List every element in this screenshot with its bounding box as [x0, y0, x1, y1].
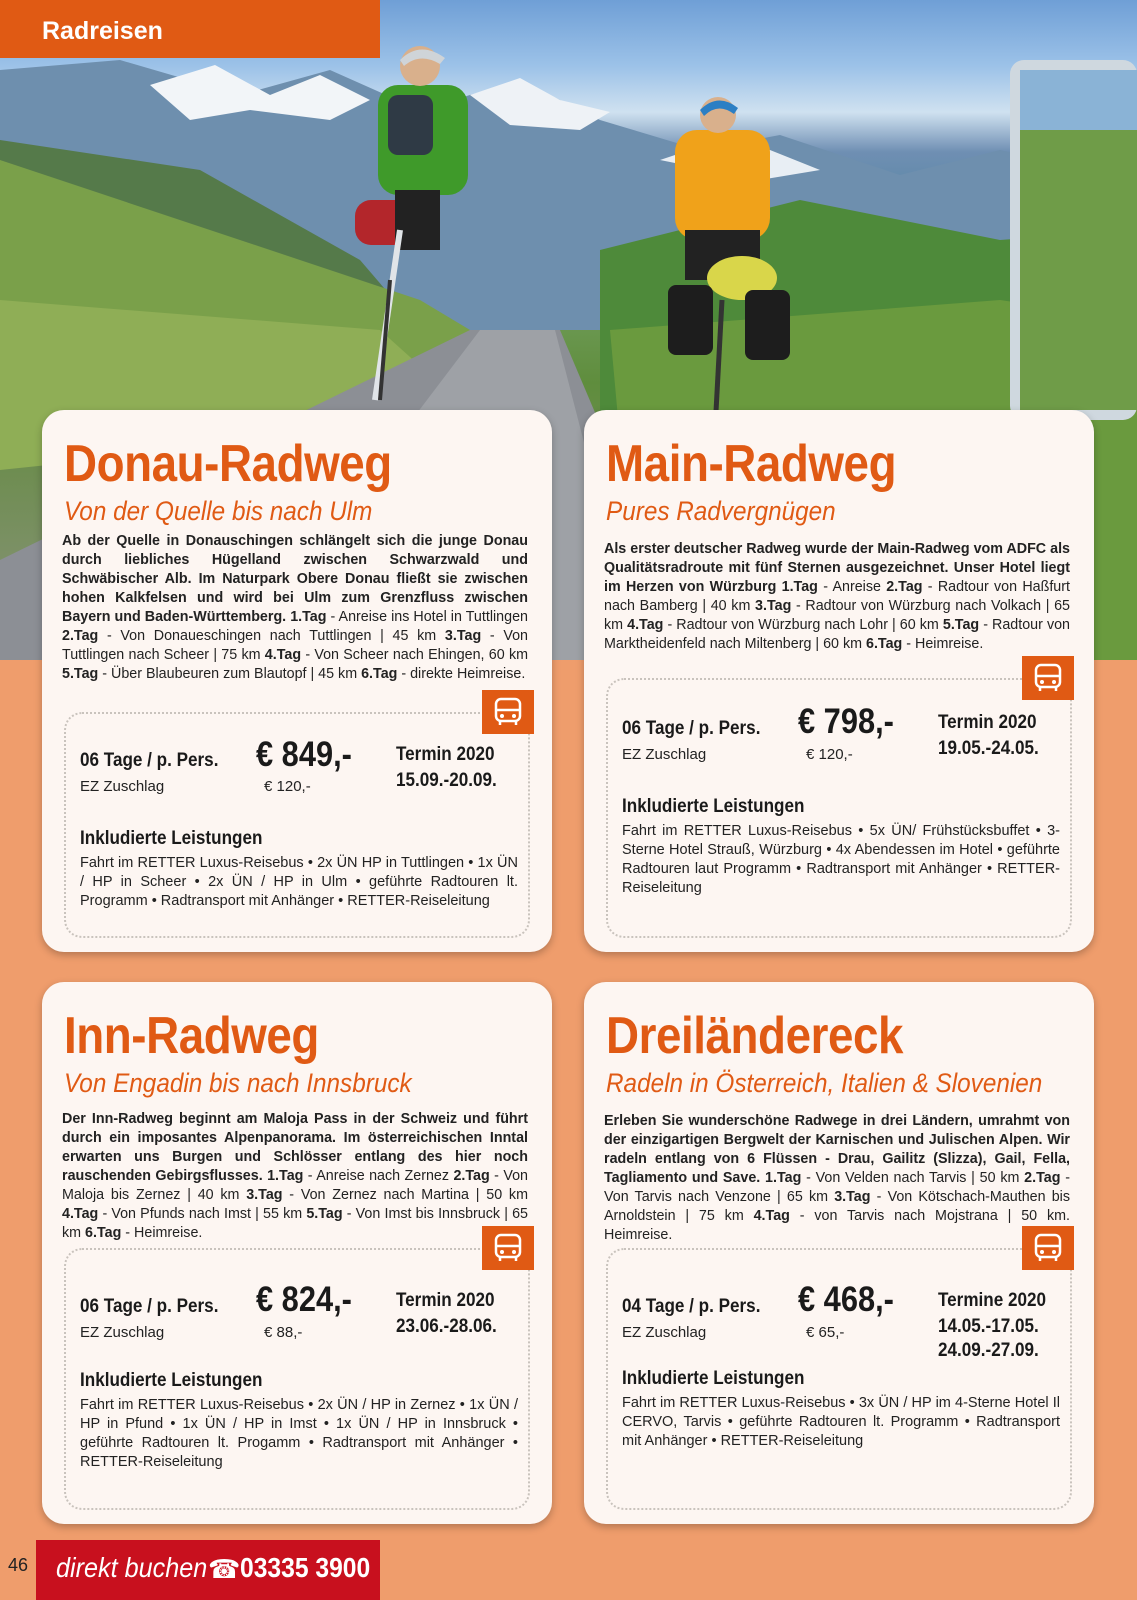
termin-label: Termine 2020 [938, 1290, 1047, 1311]
bus-icon [482, 1226, 534, 1270]
tour-card-dreilaendereck [584, 982, 1094, 1524]
tour-subtitle: Von der Quelle bis nach Ulm [64, 496, 373, 526]
termin-label: Termin 2020 [938, 712, 1037, 733]
tour-title: Main-Radweg [606, 435, 897, 493]
tour-title: Donau-Radweg [64, 435, 392, 493]
tour-description: Erleben Sie wunderschöne Radwege in drei Ländern, umrahmt von der einzigartigen Bergwelt der Karnischen und Julischen Alpen. Wir radeln entlang von 6 Flüssen - Drau, Gailitz (Slizza), Gail, Fella, Tagliamento und Save. 1.Tag - Von Velden nach Tarvis | 50 km 2.Tag - Von Tarvis nach Venzone | 65 km 3.Tag - Von Kötschach-Mauthen bis Arnoldstein | 75 km 4.Tag - von Tarvis nach Mojstrana | 50 km. Heimreise. [604, 1113, 1070, 1243]
phone-number: 03335 3900 [240, 1552, 371, 1583]
bus-icon [1022, 1226, 1074, 1270]
price: € 468,- [798, 1280, 894, 1319]
ez-label: EZ Zuschlag [622, 1324, 707, 1341]
included-title: Inkludierte Leistungen [622, 796, 805, 817]
tour-title: Inn-Radweg [64, 1007, 319, 1065]
booking-banner[interactable] [36, 1540, 380, 1600]
ez-price: € 120,- [264, 778, 311, 795]
tour-card-inn [42, 982, 552, 1524]
tour-description: Der Inn-Radweg beginnt am Maloja Pass in der Schweiz und führt durch ein imposantes Alpenpanorama. Im österreichischen Inntal erwarten uns Burgen und Schlösser entlang des hier noch rauschenden Gebirgsflusses. 1.Tag - Anreise nach Zernez 2.Tag - Von Maloja bis Zernez | 40 km 3.Tag - Von Zernez nach Martina | 50 km 4.Tag - Von Pfunds nach Imst | 55 km 5.Tag - Von Imst bis Innsbruck | 65 km 6.Tag - Heimreise. [62, 1111, 528, 1241]
ez-label: EZ Zuschlag [80, 778, 165, 795]
termin-label: Termin 2020 [396, 744, 495, 765]
ez-label: EZ Zuschlag [622, 746, 707, 763]
section-tab: Radreisen [0, 0, 380, 58]
bus-icon [1022, 656, 1074, 700]
included-services: Fahrt im RETTER Luxus-Reisebus • 3x ÜN / HP im 4-Sterne Hotel Il CERVO, Tarvis • geführte Radtouren lt. Programm • Radtransport mit Anhänger • RETTER-Reiseleitung [622, 1395, 1060, 1449]
ez-label: EZ Zuschlag [80, 1324, 165, 1341]
included-title: Inkludierte Leistungen [80, 1370, 263, 1391]
termin-date-1: 14.05.-17.05. [938, 1316, 1039, 1337]
tour-card-main [584, 410, 1094, 952]
ez-price: € 65,- [806, 1324, 845, 1341]
phone-icon: ☎ [208, 1554, 241, 1584]
included-title: Inkludierte Leistungen [622, 1368, 805, 1389]
termin-date: 15.09.-20.09. [396, 770, 497, 791]
booking-label: direkt buchen [56, 1552, 208, 1583]
tour-subtitle: Von Engadin bis nach Innsbruck [64, 1068, 412, 1098]
tour-description: Als erster deutscher Radweg wurde der Main-Radweg vom ADFC als Qualitätsradroute mit fünf Sternen ausgezeichnet. Unser Hotel liegt im Herzen von Würzburg 1.Tag - Anreise 2.Tag - Radtour von Haßfurt nach Bamberg | 40 km 3.Tag - Radtour von Würzburg nach Volkach | 65 km 4.Tag - Radtour von Würzburg nach Lohr | 60 km 5.Tag - Radtour von Marktheidenfeld nach Miltenberg | 60 km 6.Tag - Heimreise. [604, 541, 1070, 652]
tour-card-donau [42, 410, 552, 952]
ez-price: € 88,- [264, 1324, 303, 1341]
price: € 824,- [256, 1280, 352, 1319]
duration-label: 06 Tage / p. Pers. [80, 1296, 219, 1317]
price: € 798,- [798, 702, 894, 741]
duration-label: 06 Tage / p. Pers. [622, 718, 761, 739]
tour-title: Dreiländereck [606, 1007, 903, 1065]
included-title: Inkludierte Leistungen [80, 828, 263, 849]
tour-subtitle: Pures Radvergnügen [606, 496, 836, 526]
termin-date: 19.05.-24.05. [938, 738, 1039, 759]
termin-label: Termin 2020 [396, 1290, 495, 1311]
termin-date-2: 24.09.-27.09. [938, 1340, 1039, 1361]
tour-subtitle: Radeln in Österreich, Italien & Slovenien [606, 1068, 1043, 1098]
price: € 849,- [256, 735, 352, 774]
duration-label: 04 Tage / p. Pers. [622, 1296, 761, 1317]
ez-price: € 120,- [806, 746, 853, 763]
included-services: Fahrt im RETTER Luxus-Reisebus • 5x ÜN/ Frühstücksbuffet • 3-Sterne Hotel Strauß, Würzburg • 4x Abendessen im Hotel • geführte Radtouren laut Programm • Radtransport mit Anhänger • RETTER-Reiseleitung [622, 823, 1060, 896]
included-services: Fahrt im RETTER Luxus-Reisebus • 2x ÜN / HP in Zernez • 1x ÜN / HP in Pfund • 1x ÜN / HP in Imst • 1x ÜN / HP in Innsbruck • geführte Radtouren lt. Progamm • Radtransport mit Anhänger • RETTER-Reiseleitung [80, 1397, 518, 1470]
page-number: 46 [8, 1555, 29, 1575]
duration-label: 06 Tage / p. Pers. [80, 750, 219, 771]
termin-date: 23.06.-28.06. [396, 1316, 497, 1337]
tour-description: Ab der Quelle in Donauschingen schlängelt sich die junge Donau durch liebliches Hügelland zwischen Schwarzwald und Schwäbischer Alb. Im Naturpark Obere Donau fließt sie zwischen hohen Kalkfelsen und wird bei Ulm zum Grenzfluss zwischen Bayern und Baden-Württemberg. 1.Tag - Anreise ins Hotel in Tuttlingen 2.Tag - Von Donaueschingen nach Tuttlingen | 45 km 3.Tag - Von Tuttlingen nach Scheer | 75 km 4.Tag - Von Scheer nach Ehingen, 60 km 5.Tag - Über Blaubeuren zum Blautopf | 45 km 6.Tag - direkte Heimreise. [62, 533, 528, 682]
included-services: Fahrt im RETTER Luxus-Reisebus • 2x ÜN HP in Tuttlingen • 1x ÜN / HP in Scheer • 2x ÜN / HP in Ulm • geführte Radtouren lt. Programm • Radtransport mit Anhänger • RETTER-Reiseleitung [80, 855, 518, 909]
bus-icon [482, 690, 534, 734]
